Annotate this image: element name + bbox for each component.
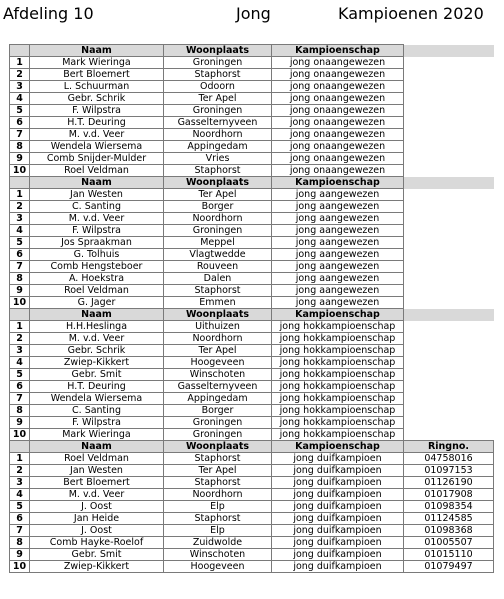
row-rank: 6	[10, 117, 30, 129]
table-row	[10, 249, 494, 261]
empty-cell	[404, 429, 494, 441]
row-naam: Comb Hengsteboer	[30, 261, 164, 273]
empty-cell	[404, 237, 494, 249]
row-rank: 3	[10, 81, 30, 93]
row-rank: 4	[10, 357, 30, 369]
row-naam: Gebr. Schrik	[30, 345, 164, 357]
table-row	[10, 213, 494, 225]
empty-cell	[404, 285, 494, 297]
row-naam: Zwiep-Kikkert	[30, 357, 164, 369]
row-rank: 9	[10, 153, 30, 165]
row-ringno: 01017908	[404, 489, 494, 501]
row-kampioenschap: jong onaangewezen	[272, 165, 404, 177]
row-rank: 1	[10, 189, 30, 201]
row-naam: M. v.d. Veer	[30, 489, 164, 501]
row-rank: 3	[10, 345, 30, 357]
row-naam: Roel Veldman	[30, 285, 164, 297]
table-row	[10, 453, 494, 465]
row-naam: A. Hoekstra	[30, 273, 164, 285]
section-header-row	[10, 441, 494, 453]
row-kampioenschap: jong aangewezen	[272, 297, 404, 309]
row-woonplaats: Meppel	[164, 237, 272, 249]
table-row	[10, 513, 494, 525]
row-woonplaats: Elp	[164, 525, 272, 537]
header-cell-ringno: Ringno.	[404, 441, 494, 453]
empty-cell	[404, 309, 494, 321]
table-row	[10, 549, 494, 561]
table-row	[10, 429, 494, 441]
row-naam: H.T. Deuring	[30, 117, 164, 129]
row-naam: M. v.d. Veer	[30, 213, 164, 225]
row-kampioenschap: jong hokkampioenschap	[272, 393, 404, 405]
row-kampioenschap: jong aangewezen	[272, 189, 404, 201]
empty-cell	[404, 393, 494, 405]
row-kampioenschap: jong hokkampioenschap	[272, 357, 404, 369]
row-naam: C. Santing	[30, 201, 164, 213]
row-rank: 9	[10, 417, 30, 429]
row-kampioenschap: jong hokkampioenschap	[272, 369, 404, 381]
row-woonplaats: Emmen	[164, 297, 272, 309]
row-naam: Bert Bloemert	[30, 69, 164, 81]
header-cell-woonplaats: Woonplaats	[164, 441, 272, 453]
row-kampioenschap: jong onaangewezen	[272, 69, 404, 81]
row-naam: G. Jager	[30, 297, 164, 309]
row-woonplaats: Uithuizen	[164, 321, 272, 333]
row-naam: Wendela Wiersema	[30, 141, 164, 153]
empty-cell	[404, 369, 494, 381]
row-kampioenschap: jong onaangewezen	[272, 105, 404, 117]
empty-cell	[404, 345, 494, 357]
row-rank: 7	[10, 261, 30, 273]
header-cell-kampioenschap: Kampioenschap	[272, 177, 404, 189]
row-naam: C. Santing	[30, 405, 164, 417]
row-kampioenschap: jong aangewezen	[272, 285, 404, 297]
row-rank: 2	[10, 201, 30, 213]
row-rank: 3	[10, 477, 30, 489]
row-rank: 1	[10, 453, 30, 465]
row-naam: H.H.Heslinga	[30, 321, 164, 333]
row-naam: Jan Westen	[30, 189, 164, 201]
row-naam: G. Tolhuis	[30, 249, 164, 261]
row-kampioenschap: jong onaangewezen	[272, 93, 404, 105]
table-row	[10, 321, 494, 333]
row-naam: F. Wilpstra	[30, 105, 164, 117]
row-kampioenschap: jong aangewezen	[272, 201, 404, 213]
header-cell-kampioenschap: Kampioenschap	[272, 45, 404, 57]
empty-cell	[404, 189, 494, 201]
row-kampioenschap: jong duifkampioen	[272, 549, 404, 561]
row-woonplaats: Dalen	[164, 273, 272, 285]
row-naam: J. Oost	[30, 501, 164, 513]
table-row	[10, 525, 494, 537]
row-ringno: 01005507	[404, 537, 494, 549]
table-row	[10, 57, 494, 69]
header-cell-kampioenschap: Kampioenschap	[272, 441, 404, 453]
row-rank: 8	[10, 273, 30, 285]
row-kampioenschap: jong hokkampioenschap	[272, 333, 404, 345]
section-header-row	[10, 45, 494, 57]
table-row	[10, 69, 494, 81]
table-row	[10, 393, 494, 405]
row-rank: 4	[10, 489, 30, 501]
row-kampioenschap: jong duifkampioen	[272, 477, 404, 489]
empty-cell	[404, 213, 494, 225]
row-woonplaats: Staphorst	[164, 453, 272, 465]
row-ringno: 01098368	[404, 525, 494, 537]
row-kampioenschap: jong hokkampioenschap	[272, 381, 404, 393]
section-header-row	[10, 177, 494, 189]
table-row	[10, 153, 494, 165]
table-row	[10, 189, 494, 201]
row-kampioenschap: jong onaangewezen	[272, 57, 404, 69]
row-naam: M. v.d. Veer	[30, 333, 164, 345]
row-rank: 1	[10, 57, 30, 69]
row-naam: L. Schuurman	[30, 81, 164, 93]
row-woonplaats: Odoorn	[164, 81, 272, 93]
empty-cell	[404, 177, 494, 189]
row-naam: F. Wilpstra	[30, 417, 164, 429]
empty-cell	[404, 129, 494, 141]
row-ringno: 01079497	[404, 561, 494, 573]
table-row	[10, 345, 494, 357]
table-row	[10, 141, 494, 153]
row-rank: 6	[10, 381, 30, 393]
row-naam: Roel Veldman	[30, 165, 164, 177]
row-rank: 2	[10, 69, 30, 81]
row-woonplaats: Vries	[164, 153, 272, 165]
row-ringno: 01124585	[404, 513, 494, 525]
row-rank: 7	[10, 393, 30, 405]
table-row	[10, 369, 494, 381]
row-naam: Jan Westen	[30, 465, 164, 477]
row-naam: Wendela Wiersema	[30, 393, 164, 405]
table-row	[10, 165, 494, 177]
afdeling-label: Afdeling 10	[3, 4, 94, 23]
header-cell-naam: Naam	[30, 45, 164, 57]
empty-cell	[404, 381, 494, 393]
table-row	[10, 333, 494, 345]
row-naam: J. Oost	[30, 525, 164, 537]
row-kampioenschap: jong aangewezen	[272, 261, 404, 273]
table-row	[10, 357, 494, 369]
row-naam: Bert Bloemert	[30, 477, 164, 489]
row-ringno: 01126190	[404, 477, 494, 489]
empty-cell	[404, 69, 494, 81]
row-woonplaats: Groningen	[164, 225, 272, 237]
row-woonplaats: Vlagtwedde	[164, 249, 272, 261]
empty-cell	[404, 45, 494, 57]
table-row	[10, 237, 494, 249]
row-rank: 9	[10, 549, 30, 561]
header-cell-kampioenschap: Kampioenschap	[272, 309, 404, 321]
row-naam: Jos Spraakman	[30, 237, 164, 249]
section-header-row	[10, 309, 494, 321]
empty-cell	[404, 57, 494, 69]
header-cell-woonplaats: Woonplaats	[164, 309, 272, 321]
row-rank: 5	[10, 501, 30, 513]
row-rank: 6	[10, 513, 30, 525]
header-cell-woonplaats: Woonplaats	[164, 177, 272, 189]
row-naam: Comb Hayke-Roelof	[30, 537, 164, 549]
row-kampioenschap: jong aangewezen	[272, 249, 404, 261]
row-woonplaats: Rouveen	[164, 261, 272, 273]
row-naam: Gebr. Smit	[30, 549, 164, 561]
row-kampioenschap: jong aangewezen	[272, 273, 404, 285]
table-row	[10, 489, 494, 501]
row-rank: 8	[10, 141, 30, 153]
empty-cell	[404, 201, 494, 213]
row-kampioenschap: jong duifkampioen	[272, 561, 404, 573]
row-rank: 4	[10, 225, 30, 237]
category-label: Jong	[236, 4, 271, 23]
table-row	[10, 105, 494, 117]
table-row	[10, 225, 494, 237]
row-naam: F. Wilpstra	[30, 225, 164, 237]
row-woonplaats: Groningen	[164, 429, 272, 441]
row-rank: 5	[10, 105, 30, 117]
table-row	[10, 261, 494, 273]
row-woonplaats: Appingedam	[164, 141, 272, 153]
empty-cell	[404, 321, 494, 333]
header-cell-naam: Naam	[30, 309, 164, 321]
row-ringno: 04758016	[404, 453, 494, 465]
empty-cell	[404, 249, 494, 261]
empty-cell	[404, 81, 494, 93]
row-kampioenschap: jong onaangewezen	[272, 117, 404, 129]
table-row	[10, 417, 494, 429]
row-woonplaats: Noordhorn	[164, 213, 272, 225]
row-kampioenschap: jong aangewezen	[272, 225, 404, 237]
row-woonplaats: Ter Apel	[164, 189, 272, 201]
table-row	[10, 465, 494, 477]
empty-cell	[404, 141, 494, 153]
row-woonplaats: Groningen	[164, 417, 272, 429]
row-woonplaats: Groningen	[164, 57, 272, 69]
row-woonplaats: Noordhorn	[164, 129, 272, 141]
page-heading	[0, 2, 504, 26]
table-row	[10, 201, 494, 213]
row-rank: 7	[10, 525, 30, 537]
table-row	[10, 117, 494, 129]
table-row	[10, 297, 494, 309]
row-kampioenschap: jong hokkampioenschap	[272, 417, 404, 429]
row-rank: 10	[10, 429, 30, 441]
header-cell-nr	[10, 309, 30, 321]
row-kampioenschap: jong aangewezen	[272, 237, 404, 249]
row-kampioenschap: jong duifkampioen	[272, 489, 404, 501]
row-rank: 8	[10, 405, 30, 417]
empty-cell	[404, 153, 494, 165]
header-cell-nr	[10, 441, 30, 453]
empty-cell	[404, 93, 494, 105]
row-naam: Jan Heide	[30, 513, 164, 525]
row-kampioenschap: jong onaangewezen	[272, 129, 404, 141]
kampioenen-table-body	[10, 45, 494, 573]
row-woonplaats: Staphorst	[164, 477, 272, 489]
row-woonplaats: Staphorst	[164, 513, 272, 525]
empty-cell	[404, 261, 494, 273]
row-naam: Mark Wieringa	[30, 57, 164, 69]
row-naam: Gebr. Schrik	[30, 93, 164, 105]
empty-cell	[404, 417, 494, 429]
row-kampioenschap: jong duifkampioen	[272, 525, 404, 537]
table-row	[10, 129, 494, 141]
row-naam: M. v.d. Veer	[30, 129, 164, 141]
row-rank: 2	[10, 333, 30, 345]
row-rank: 4	[10, 93, 30, 105]
row-kampioenschap: jong duifkampioen	[272, 465, 404, 477]
row-woonplaats: Elp	[164, 501, 272, 513]
empty-cell	[404, 273, 494, 285]
row-rank: 6	[10, 249, 30, 261]
empty-cell	[404, 333, 494, 345]
row-ringno: 01098354	[404, 501, 494, 513]
kampioenen-table	[9, 44, 494, 573]
row-woonplaats: Zuidwolde	[164, 537, 272, 549]
row-kampioenschap: jong hokkampioenschap	[272, 429, 404, 441]
row-woonplaats: Winschoten	[164, 549, 272, 561]
row-woonplaats: Winschoten	[164, 369, 272, 381]
row-kampioenschap: jong hokkampioenschap	[272, 321, 404, 333]
table-row	[10, 561, 494, 573]
row-kampioenschap: jong hokkampioenschap	[272, 405, 404, 417]
row-ringno: 01097153	[404, 465, 494, 477]
table-row	[10, 405, 494, 417]
empty-cell	[404, 405, 494, 417]
table-row	[10, 273, 494, 285]
row-woonplaats: Borger	[164, 405, 272, 417]
table-row	[10, 81, 494, 93]
empty-cell	[404, 357, 494, 369]
row-woonplaats: Staphorst	[164, 165, 272, 177]
header-cell-nr	[10, 45, 30, 57]
row-naam: Zwiep-Kikkert	[30, 561, 164, 573]
row-rank: 1	[10, 321, 30, 333]
row-naam: Comb Snijder-Mulder	[30, 153, 164, 165]
table-row	[10, 285, 494, 297]
row-kampioenschap: jong duifkampioen	[272, 537, 404, 549]
row-rank: 10	[10, 165, 30, 177]
header-cell-woonplaats: Woonplaats	[164, 45, 272, 57]
table-row	[10, 537, 494, 549]
empty-cell	[404, 297, 494, 309]
header-cell-nr	[10, 177, 30, 189]
row-rank: 5	[10, 237, 30, 249]
row-kampioenschap: jong onaangewezen	[272, 141, 404, 153]
row-naam: Gebr. Smit	[30, 369, 164, 381]
row-ringno: 01015110	[404, 549, 494, 561]
row-kampioenschap: jong duifkampioen	[272, 453, 404, 465]
row-rank: 5	[10, 369, 30, 381]
row-woonplaats: Groningen	[164, 105, 272, 117]
row-kampioenschap: jong duifkampioen	[272, 501, 404, 513]
row-woonplaats: Noordhorn	[164, 489, 272, 501]
row-woonplaats: Ter Apel	[164, 345, 272, 357]
row-rank: 3	[10, 213, 30, 225]
row-naam: Roel Veldman	[30, 453, 164, 465]
row-kampioenschap: jong hokkampioenschap	[272, 345, 404, 357]
page-title: Kampioenen 2020	[338, 4, 484, 23]
row-woonplaats: Staphorst	[164, 285, 272, 297]
row-woonplaats: Hoogeveen	[164, 357, 272, 369]
row-kampioenschap: jong duifkampioen	[272, 513, 404, 525]
table-row	[10, 93, 494, 105]
row-kampioenschap: jong aangewezen	[272, 213, 404, 225]
header-cell-naam: Naam	[30, 441, 164, 453]
empty-cell	[404, 225, 494, 237]
row-rank: 10	[10, 561, 30, 573]
table-row	[10, 381, 494, 393]
header-cell-naam: Naam	[30, 177, 164, 189]
empty-cell	[404, 105, 494, 117]
row-woonplaats: Appingedam	[164, 393, 272, 405]
row-woonplaats: Gasselternyveen	[164, 381, 272, 393]
row-woonplaats: Hoogeveen	[164, 561, 272, 573]
row-rank: 9	[10, 285, 30, 297]
table-row	[10, 501, 494, 513]
row-woonplaats: Gasselternyveen	[164, 117, 272, 129]
row-kampioenschap: jong onaangewezen	[272, 81, 404, 93]
row-kampioenschap: jong onaangewezen	[272, 153, 404, 165]
row-rank: 8	[10, 537, 30, 549]
row-rank: 2	[10, 465, 30, 477]
row-woonplaats: Ter Apel	[164, 465, 272, 477]
row-rank: 10	[10, 297, 30, 309]
row-naam: Mark Wieringa	[30, 429, 164, 441]
row-rank: 7	[10, 129, 30, 141]
empty-cell	[404, 165, 494, 177]
row-naam: H.T. Deuring	[30, 381, 164, 393]
empty-cell	[404, 117, 494, 129]
table-row	[10, 477, 494, 489]
row-woonplaats: Staphorst	[164, 69, 272, 81]
row-woonplaats: Ter Apel	[164, 93, 272, 105]
row-woonplaats: Borger	[164, 201, 272, 213]
row-woonplaats: Noordhorn	[164, 333, 272, 345]
